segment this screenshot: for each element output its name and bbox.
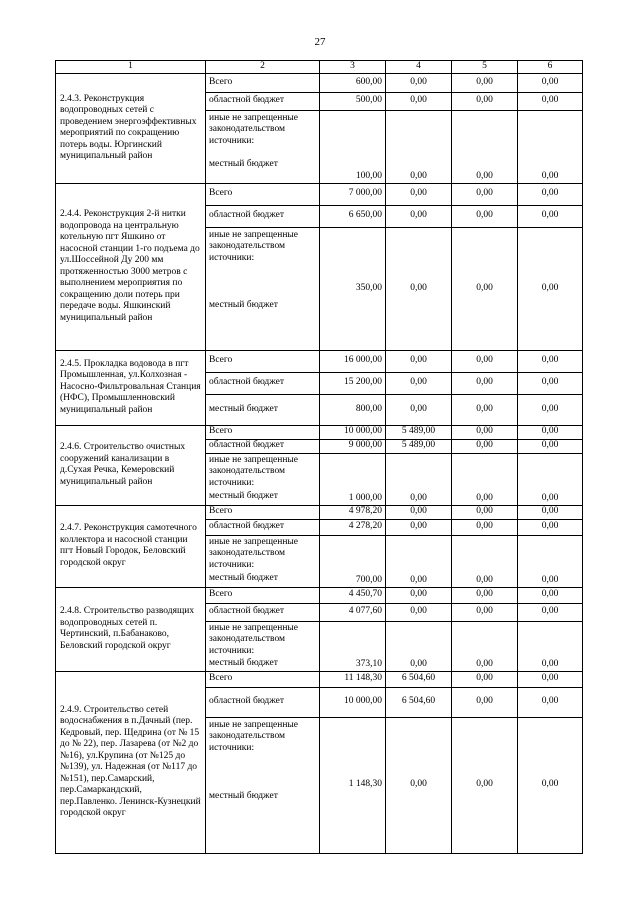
source-regional: областной бюджет	[206, 92, 320, 110]
source-local: местный бюджет	[209, 573, 278, 583]
source-total: Всего	[206, 350, 320, 372]
project-title: 2.4.5. Прокладка водовода в пгт Промышленная, ул.Колхозная - Насосно-Фильтровальная Станция (НФС), Промышленновский муниципальный район	[56, 350, 206, 425]
value-cell: 0,00	[386, 603, 452, 621]
value-cell: 0,00	[518, 205, 583, 227]
value-cell: 700,00	[320, 535, 386, 587]
value-cell: 9 000,00	[320, 439, 386, 453]
source-local: местный бюджет	[206, 394, 320, 425]
value-cell: 800,00	[320, 394, 386, 425]
value-cell: 500,00	[320, 92, 386, 110]
value-cell: 0,00	[452, 394, 518, 425]
column-header: 4	[386, 61, 452, 74]
project-title: 2.4.3. Реконструкция водопроводных сетей с проведением энергоэффективных мероприятий по сокращению потерь воды. Юргинский муниципальный район	[56, 73, 206, 183]
page-number: 27	[314, 36, 326, 48]
value-cell: 0,00	[452, 671, 518, 687]
value-cell: 0,00	[452, 717, 518, 853]
table-row	[56, 671, 583, 687]
value-cell: 0,00	[452, 621, 518, 671]
value-cell: 0,00	[452, 587, 518, 603]
value-cell: 0,00	[452, 535, 518, 587]
value-cell: 0,00	[452, 425, 518, 439]
value-cell: 0,00	[518, 110, 583, 183]
value-cell: 0,00	[386, 505, 452, 519]
source-other-and-local	[206, 535, 320, 587]
value-cell: 0,00	[452, 519, 518, 535]
project-title: 2.4.4. Реконструкция 2-й нитки водопровода на центральную котельную пгт Яшкино от насосной станции 1-го подъема до ул.Шоссейной Ду 200 мм протяженностью 3000 метров с выполнением мероприятия по сокращению доли потерь при передаче воды. Яшкинский муниципальный район	[56, 183, 206, 350]
source-regional: областной бюджет	[206, 603, 320, 621]
value-cell: 4 978,20	[320, 505, 386, 519]
column-header: 2	[206, 61, 320, 74]
value-cell: 16 000,00	[320, 350, 386, 372]
source-other-and-local	[206, 227, 320, 350]
source-regional: областной бюджет	[206, 372, 320, 394]
value-cell: 0,00	[386, 394, 452, 425]
value-cell: 0,00	[386, 205, 452, 227]
source-local: местный бюджет	[209, 658, 278, 668]
value-cell: 0,00	[518, 425, 583, 439]
value-cell: 0,00	[518, 73, 583, 92]
value-cell: 0,00	[386, 717, 452, 853]
source-other-and-local	[206, 717, 320, 853]
source-other-and-local	[206, 453, 320, 505]
source-local: местный бюджет	[209, 300, 278, 310]
project-title: 2.4.7. Реконструкция самотечного коллектора и насосной станции пгт Новый Городок, Беловский городской округ	[56, 505, 206, 587]
source-total: Всего	[206, 587, 320, 603]
value-cell: 0,00	[518, 92, 583, 110]
value-cell: 0,00	[518, 183, 583, 205]
source-other: иные не запрещенные законодательством источники:	[209, 622, 299, 656]
table-row	[56, 587, 583, 603]
value-cell: 11 148,30	[320, 671, 386, 687]
value-cell: 4 450,70	[320, 587, 386, 603]
value-cell: 0,00	[386, 372, 452, 394]
header-row	[56, 61, 583, 74]
value-cell: 0,00	[518, 227, 583, 350]
budget-table	[55, 60, 583, 854]
value-cell: 0,00	[452, 603, 518, 621]
value-cell: 0,00	[452, 227, 518, 350]
value-cell: 6 504,60	[386, 687, 452, 717]
value-cell: 15 200,00	[320, 372, 386, 394]
source-total: Всего	[206, 73, 320, 92]
table-row	[56, 73, 583, 92]
value-cell: 0,00	[386, 110, 452, 183]
value-cell: 10 000,00	[320, 425, 386, 439]
value-cell: 1 148,30	[320, 717, 386, 853]
value-cell: 0,00	[518, 621, 583, 671]
value-cell: 0,00	[518, 687, 583, 717]
value-cell: 0,00	[518, 535, 583, 587]
column-header: 5	[452, 61, 518, 74]
source-other: иные не запрещенные законодательством источники:	[209, 229, 299, 263]
value-cell: 0,00	[518, 587, 583, 603]
source-regional: областной бюджет	[206, 687, 320, 717]
project-title: 2.4.9. Строительство сетей водоснабжения в п.Дачный (пер. Кедровый, пер. Щедрина (от № 15 до № 22), пер. Лазарева (от №2 до №16), ул.Крупина (от №125 до №139), ул. Надежная (от №117 до №151), пер.Самарский, пер.Самаркандский, пер.Павленко. Ленинск-Кузнецкий городской округ	[56, 671, 206, 853]
value-cell: 0,00	[386, 621, 452, 671]
source-local: местный бюджет	[209, 159, 278, 169]
source-regional: областной бюджет	[206, 205, 320, 227]
source-regional: областной бюджет	[206, 439, 320, 453]
value-cell: 4 077,60	[320, 603, 386, 621]
table-row	[56, 505, 583, 519]
source-total: Всего	[206, 183, 320, 205]
value-cell: 600,00	[320, 73, 386, 92]
value-cell: 0,00	[518, 439, 583, 453]
value-cell: 0,00	[518, 505, 583, 519]
project-title: 2.4.8. Строительство разводящих водопроводных сетей п. Чертинский, п.Бабанаково, Беловский городской округ	[56, 587, 206, 671]
value-cell: 100,00	[320, 110, 386, 183]
value-cell: 350,00	[320, 227, 386, 350]
value-cell: 0,00	[452, 205, 518, 227]
source-other: иные не запрещенные законодательством источники:	[209, 536, 299, 570]
value-cell: 0,00	[518, 717, 583, 853]
source-other-and-local	[206, 110, 320, 183]
value-cell: 0,00	[518, 350, 583, 372]
column-header: 1	[56, 61, 206, 74]
value-cell: 0,00	[518, 394, 583, 425]
column-header: 6	[518, 61, 583, 74]
source-other: иные не запрещенные законодательством источники:	[209, 454, 299, 488]
table-row	[56, 350, 583, 372]
table-row	[56, 183, 583, 205]
value-cell: 0,00	[518, 372, 583, 394]
value-cell: 0,00	[518, 671, 583, 687]
source-local: местный бюджет	[209, 491, 278, 501]
source-other: иные не запрещенные законодательством источники:	[209, 719, 299, 753]
value-cell: 0,00	[386, 535, 452, 587]
value-cell: 373,10	[320, 621, 386, 671]
value-cell: 0,00	[452, 505, 518, 519]
value-cell: 0,00	[518, 453, 583, 505]
source-local: местный бюджет	[209, 791, 278, 801]
value-cell: 1 000,00	[320, 453, 386, 505]
value-cell: 5 489,00	[386, 425, 452, 439]
source-total: Всего	[206, 505, 320, 519]
value-cell: 0,00	[452, 372, 518, 394]
value-cell: 0,00	[518, 603, 583, 621]
value-cell: 0,00	[452, 453, 518, 505]
column-header: 3	[320, 61, 386, 74]
value-cell: 5 489,00	[386, 439, 452, 453]
source-regional: областной бюджет	[206, 519, 320, 535]
value-cell: 6 650,00	[320, 205, 386, 227]
value-cell: 0,00	[452, 350, 518, 372]
project-title: 2.4.6. Строительство очистных сооружений канализации в д.Сухая Речка, Кемеровский муниципальный район	[56, 425, 206, 505]
source-other-and-local	[206, 621, 320, 671]
value-cell: 0,00	[452, 73, 518, 92]
source-total: Всего	[206, 425, 320, 439]
source-total: Всего	[206, 671, 320, 687]
value-cell: 0,00	[386, 92, 452, 110]
value-cell: 0,00	[452, 439, 518, 453]
value-cell: 4 278,20	[320, 519, 386, 535]
value-cell: 0,00	[452, 110, 518, 183]
value-cell: 0,00	[518, 519, 583, 535]
table-row	[56, 425, 583, 439]
source-other: иные не запрещенные законодательством источники:	[209, 112, 299, 146]
value-cell: 0,00	[386, 519, 452, 535]
value-cell: 0,00	[386, 453, 452, 505]
value-cell: 0,00	[452, 183, 518, 205]
value-cell: 0,00	[386, 227, 452, 350]
value-cell: 0,00	[452, 92, 518, 110]
value-cell: 0,00	[386, 350, 452, 372]
value-cell: 10 000,00	[320, 687, 386, 717]
value-cell: 0,00	[386, 73, 452, 92]
value-cell: 7 000,00	[320, 183, 386, 205]
value-cell: 0,00	[386, 587, 452, 603]
value-cell: 0,00	[452, 687, 518, 717]
value-cell: 6 504,60	[386, 671, 452, 687]
value-cell: 0,00	[386, 183, 452, 205]
